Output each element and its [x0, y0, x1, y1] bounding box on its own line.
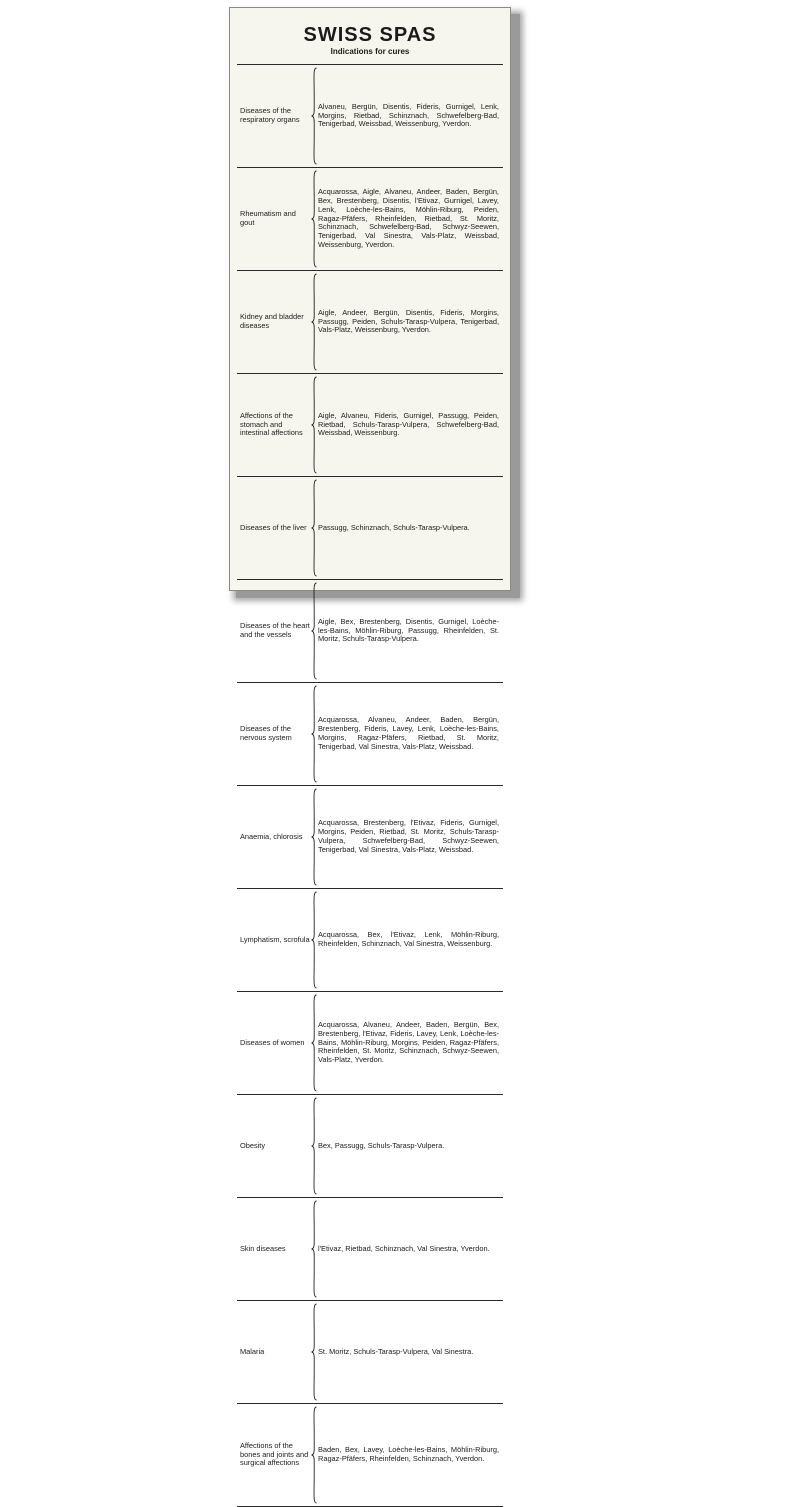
condition-label: Lymphatism, scrofula: [240, 934, 310, 944]
indications-table: [237, 64, 503, 1507]
table-row: [237, 1095, 503, 1198]
condition-label: Diseases of the heart and the vessels: [240, 621, 310, 639]
spa-table-card: [229, 7, 511, 1468]
spa-list: Acquarossa, Aigle, Alvaneu, Andeer, Baden, Bergün, Bex, Brestenberg, Disentis, l'Etivaz, Gurnigel, Lavey, Lenk, Loèche-les-Bains, Möhlin-Riburg, Peiden, Ragaz-Pfäfers, Rheinfelden, Rietbad, St. Moritz, Schinznach, Schwefelberg-Bad, Schwyz-Seewen, Tenigerbad, Val Sinestra, Vals-Platz, Weissbad, Weissenburg, Yverdon.: [318, 186, 499, 250]
condition-label: Obesity: [240, 1140, 266, 1150]
table-row: [237, 65, 503, 168]
condition-label: Malaria: [240, 1346, 265, 1356]
condition-label: Diseases of women: [240, 1037, 305, 1047]
spa-list: Acquarossa, Brestenberg, l'Etivaz, Fideris, Gurnigel, Morgins, Peiden, Rietbad, St. Moritz, Schuls-Tarasp-Vulpera, Schwefelberg-Bad, Schwyz-Seewen, Tenigerbad, Val Sinestra, Vals-Platz, Weissbad.: [318, 818, 499, 854]
table-row: [237, 992, 503, 1095]
table-row: [237, 683, 503, 786]
spa-list: Acquarossa, Bex, l'Etivaz, Lenk, Möhlin-Riburg, Rheinfelden, Schinznach, Val Sinestra, Weissenburg.: [318, 930, 499, 948]
table-row: [237, 786, 503, 889]
table-row: [237, 271, 503, 374]
table-row: [237, 1404, 503, 1507]
spa-list: Aigle, Andeer, Bergün, Disentis, Fideris, Morgins, Passugg, Peiden, Schuls-Tarasp-Vulpera, Tenigerbad, Vals-Platz, Weissenburg, Yverdon.: [318, 307, 499, 335]
spa-list: Bex, Passugg, Schuls-Tarasp-Vulpera.: [318, 1140, 445, 1150]
spa-list: Passugg, Schinznach, Schuls-Tarasp-Vulpera.: [318, 522, 470, 532]
spa-list: Acquarossa, Alvaneu, Andeer, Baden, Bergün, Bex, Brestenberg, l'Etivaz, Fideris, Lavey, Lenk, Loèche-les-Bains, Möhlin-Riburg, Morgins, Peiden, Ragaz-Pfäfers, Rheinfelden, St. Moritz, Schinznach, Schwyz-Seewen, Vals-Platz, Yverdon.: [318, 1019, 499, 1065]
condition-label: Rheumatism and gout: [240, 209, 296, 227]
spa-list: Baden, Bex, Lavey, Loèche-les-Bains, Möhlin-Riburg, Ragaz-Pfäfers, Rheinfelden, Schinznach, Yverdon.: [318, 1445, 499, 1463]
table-row: [237, 580, 503, 683]
spa-list: Aigle, Bex, Brestenberg, Disentis, Gurnigel, Loèche-les-Bains, Möhlin-Riburg, Passugg, Rheinfelden, St. Moritz, Schuls-Tarasp-Vulpera.: [318, 616, 499, 644]
spa-list: Aigle, Alvaneu, Fideris, Gurnigel, Passugg, Peiden, Rietbad, Schuls-Tarasp-Vulpera, Schwefelberg-Bad, Weissbad, Weissenburg.: [318, 410, 499, 438]
condition-label: Skin diseases: [240, 1243, 286, 1253]
table-row: [237, 1301, 503, 1404]
condition-label: Affections of the stomach and intestinal affections: [240, 411, 303, 438]
spa-list: Alvaneu, Bergün, Disentis, Fideris, Gurnigel, Lenk, Morgins, Rietbad, Schinznach, Schwefelberg-Bad, Tenigerbad, Weissbad, Weissenburg, Yverdon.: [318, 101, 499, 129]
table-row: [237, 1198, 503, 1301]
page-title: SWISS SPAS: [303, 24, 437, 46]
condition-label: Affections of the bones and joints and surgical affections: [240, 1441, 309, 1468]
table-row: [237, 374, 503, 477]
table-row: [237, 889, 503, 992]
condition-label: Diseases of the liver: [240, 522, 307, 532]
spa-list: l'Etivaz, Rietbad, Schinznach, Val Sinestra, Yverdon.: [318, 1243, 490, 1253]
spa-list: Acquarossa, Alvaneu, Andeer, Baden, Bergün, Brestenberg, Fideris, Lavey, Lenk, Loèche-les-Bains, Morgins, Ragaz-Pfäfers, Rietbad, St. Moritz, Tenigerbad, Val Sinestra, Vals-Platz, Weissbad.: [318, 715, 499, 751]
page-subtitle: Indications for cures: [330, 47, 410, 56]
condition-label: Diseases of the respiratory organs: [240, 106, 300, 124]
condition-label: Anaemia, chlorosis: [240, 831, 303, 841]
table-row: [237, 168, 503, 271]
condition-label: Kidney and bladder diseases: [240, 312, 304, 330]
table-row: [237, 477, 503, 580]
condition-label: Diseases of the nervous system: [240, 724, 292, 742]
spa-list: St. Moritz, Schuls-Tarasp-Vulpera, Val Sinestra.: [318, 1346, 474, 1356]
